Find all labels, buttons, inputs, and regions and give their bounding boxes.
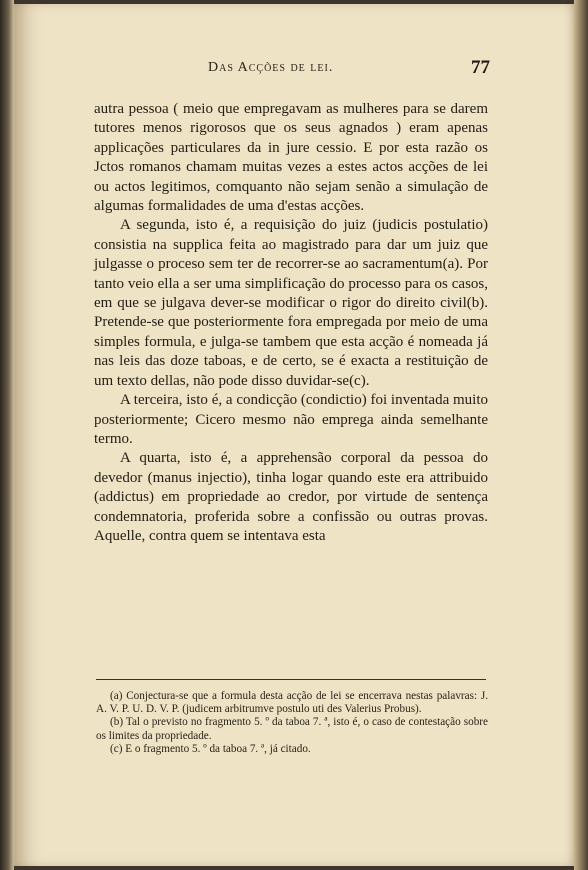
paragraph: A segunda, isto é, a requisição do juiz (judicis postulatio) consistia na supplica feita ao magistrado para dar um juiz que julgasse o proceso sem ter de recorrer-se ao sacramentum(a). Por tanto veio ella a ser uma simplificação do processo para os casos, em que se julgava dever-se modificar o rigor do direito civil(b). Pretende-se que posteriormente fora empregada por meio de uma simples formula, e julga-se tambem que esta acção é nomeada já nas leis das doze taboas, e de certo, se é exacta a restituição de um texto dellas, não pode disso duvidar-se(c). [94, 217, 488, 389]
page-number: 77 [471, 57, 490, 78]
paragraph: autra pessoa ( meio que empregavam as mulheres para se darem tutores menos rigorosos que os seus agnados ) eram apenas applicações particulares da in jure cessio. E por esta razão os Jctos romanos chamam muitas vezes a estes actos acções de lei ou actos legitimos, comquanto não sejam senão a simulação de algumas formalidades de uma d'estas acções. [94, 101, 488, 215]
footnote: (c) E o fragmento 5. º da taboa 7. ª, já citado. [110, 742, 311, 755]
footnotes [96, 690, 488, 756]
running-title: Das Acções de lei. [208, 60, 334, 75]
paragraph: A terceira, isto é, a condicção (condictio) foi inventada muito posteriormente; Cicero mesmo não emprega ainda semelhante termo. [94, 392, 488, 447]
page-header [80, 57, 490, 84]
footnote-rule [96, 679, 486, 680]
footnote: (a) Conjectura-se que a formula desta acção de lei se encerrava nestas palavras: J. A. V. P. U. D. V. P. (judicem arbitrumve postulo uti des Valerius Probus). [96, 690, 488, 716]
book-spine-shadow [0, 0, 14, 870]
main-text [94, 100, 488, 546]
page-edge-stack [574, 0, 588, 870]
footnote: (b) Tal o previsto no fragmento 5. º da taboa 7. ª, isto é, o caso de contestação sobre os limites da propriedade. [96, 716, 488, 742]
paragraph: A quarta, isto é, a apprehensão corporal da pessoa do devedor (manus injectio), tinha logar quando este era attribuido (addictus) em propriedade ao credor, por virtude de sentença condemnatoria, proferida sobre a confissão ou outras provas. Aquelle, contra quem se intentava esta [94, 450, 488, 544]
